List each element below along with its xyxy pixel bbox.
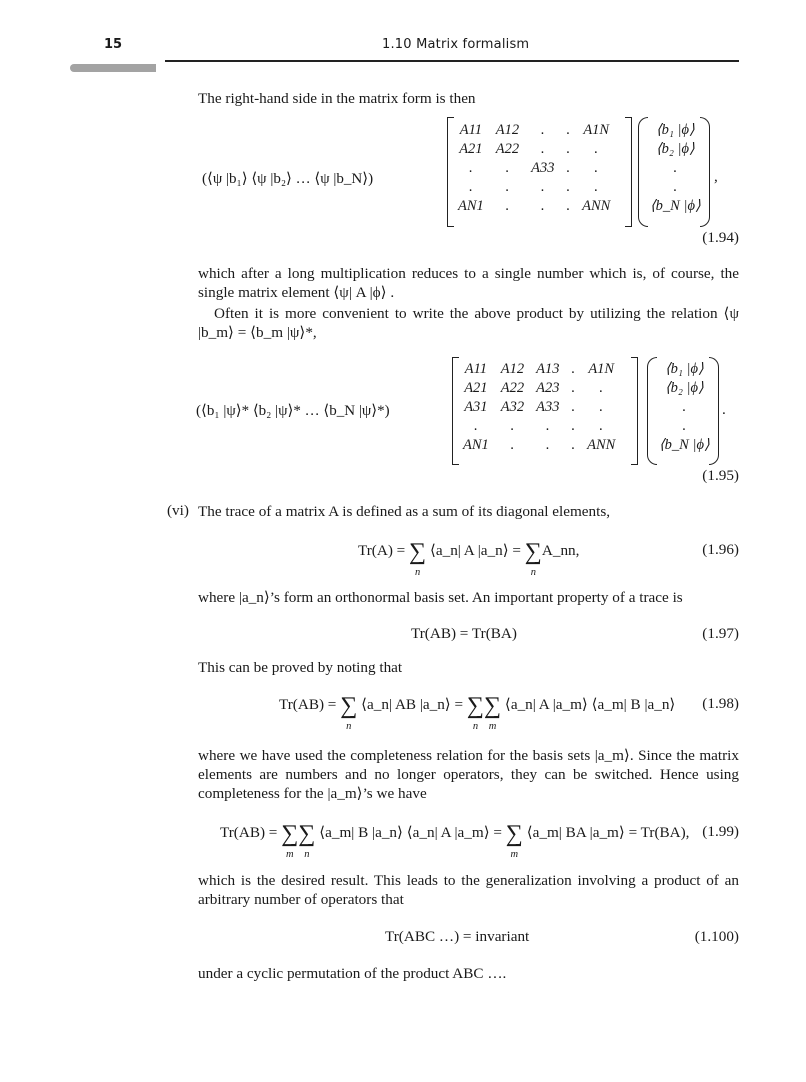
column-vector-entry: ⟨b₁ |ϕ⟩ <box>664 361 704 377</box>
eq197-number: (1.97) <box>702 625 739 642</box>
paragraph-7: which is the desired result. This leads to the generalization involving a product of an arbitrary number of operators that <box>198 872 739 908</box>
matrix-cell: . <box>571 399 576 415</box>
matrix-cell: . <box>505 198 510 214</box>
matrix-cell: . <box>599 399 604 415</box>
eq196-lhs: Tr(A) = <box>358 542 406 559</box>
eq194-row-vector: (⟨ψ |b₁⟩ ⟨ψ |b₂⟩ … ⟨ψ |b_N⟩) <box>202 171 374 187</box>
matrix-cell: . <box>599 418 604 434</box>
matrix-cell: ANN <box>587 437 616 453</box>
matrix-cell: AN1 <box>463 437 489 453</box>
matrix-cell: . <box>469 160 473 176</box>
matrix-cell: . <box>571 418 576 434</box>
item-vi-text: The trace of a matrix A is defined as a sum of its diagonal elements, <box>198 503 611 520</box>
eq199-rhs: ⟨a_m| BA |a_m⟩ = Tr(BA), <box>526 824 690 841</box>
column-vector-entry: . <box>673 160 678 176</box>
eq195-matrix <box>452 357 638 465</box>
matrix-cell: . <box>599 380 604 396</box>
eq199-number: (1.99) <box>702 823 739 840</box>
matrix-cell: . <box>474 418 478 434</box>
eq198 <box>279 693 676 732</box>
eq194-matrix <box>447 117 632 227</box>
matrix-cell: A33 <box>536 399 560 415</box>
eq196-mid: ⟨a_n| A |a_n⟩ = <box>429 542 521 559</box>
eq196-number: (1.96) <box>702 541 739 558</box>
matrix-cell: . <box>566 198 571 214</box>
matrix-cell: . <box>566 160 571 176</box>
running-header-title: 1.10 Matrix formalism <box>382 37 530 52</box>
eq199-lhs: Tr(AB) = <box>220 824 278 841</box>
eq197: Tr(AB) = Tr(BA) <box>411 625 517 642</box>
eq194-number: (1.94) <box>702 229 739 246</box>
paragraph-5: This can be proved by noting that <box>198 659 403 676</box>
eq195-row-vector: (⟨b₁ |ψ⟩* ⟨b₂ |ψ⟩* … ⟨b_N |ψ⟩*) <box>196 403 390 419</box>
matrix-cell: . <box>510 418 515 434</box>
paragraph-1: The right-hand side in the matrix form is then <box>198 90 476 107</box>
item-vi-label: (vi) <box>167 502 189 519</box>
eq195-column-vector <box>647 357 719 465</box>
matrix-cell: A21 <box>464 380 488 396</box>
matrix-cell: A13 <box>536 361 560 377</box>
matrix-cell: A11 <box>464 361 488 377</box>
column-vector-entry: ⟨b_N |ϕ⟩ <box>650 198 701 214</box>
matrix-cell: . <box>546 437 550 453</box>
header-rule <box>165 60 739 62</box>
page-number: 15 <box>104 37 123 52</box>
paragraph-8: under a cyclic permutation of the product ABC …. <box>198 965 507 982</box>
matrix-cell: . <box>571 380 576 396</box>
eq194-column-vector <box>638 117 710 227</box>
column-vector-entry: . <box>682 399 687 415</box>
matrix-cell: . <box>571 361 576 377</box>
header-tab-bar <box>70 64 156 72</box>
matrix-cell: A21 <box>459 141 483 157</box>
matrix-cell: A31 <box>464 399 488 415</box>
matrix-cell: . <box>469 179 473 195</box>
column-vector-entry: ⟨b₂ |ϕ⟩ <box>655 141 695 157</box>
eq198-lhs: Tr(AB) = <box>279 696 337 713</box>
matrix-cell: . <box>541 122 545 138</box>
eq198-rhs: ⟨a_n| A |a_m⟩ ⟨a_m| B |a_n⟩ <box>504 696 676 713</box>
column-vector-entry: ⟨b₁ |ϕ⟩ <box>655 122 695 138</box>
matrix-cell: . <box>541 198 545 214</box>
matrix-cell: A32 <box>500 399 525 415</box>
sum-symbol: ∑ n <box>340 693 358 732</box>
eq198-mid: ⟨a_n| AB |a_n⟩ = <box>361 696 464 713</box>
matrix-cell: ANN <box>582 198 611 214</box>
sum-symbol: ∑ m <box>484 693 502 732</box>
matrix-cell: A12 <box>500 361 525 377</box>
eq195-period: . <box>722 401 726 418</box>
matrix-cell: A22 <box>500 380 525 396</box>
sum-symbol: ∑ m <box>505 821 523 860</box>
matrix-cell: . <box>594 179 599 195</box>
matrix-cell: . <box>505 160 510 176</box>
matrix-cell: . <box>566 141 571 157</box>
matrix-cell: . <box>546 418 550 434</box>
matrix-cell: . <box>505 179 510 195</box>
eq196 <box>358 539 580 578</box>
eq199 <box>220 821 690 860</box>
column-vector-entry: ⟨b₂ |ϕ⟩ <box>664 380 704 396</box>
matrix-cell: A22 <box>495 141 520 157</box>
sum-symbol: ∑ n <box>524 539 542 578</box>
eq198-number: (1.98) <box>702 695 739 712</box>
matrix-cell: . <box>566 122 571 138</box>
eq1100-number: (1.100) <box>694 928 739 945</box>
eq194-comma: , <box>714 168 718 185</box>
matrix-cell: A11 <box>459 122 483 138</box>
matrix-cell: A1N <box>588 361 615 377</box>
matrix-cell: . <box>510 437 515 453</box>
matrix-cell: A1N <box>583 122 610 138</box>
eq195-number: (1.95) <box>702 467 739 484</box>
sum-symbol: ∑ n <box>298 821 316 860</box>
matrix-cell: A23 <box>536 380 560 396</box>
paragraph-3: Often it is more convenient to write the above product by utilizing the relation ⟨ψ |b_m⟩ = ⟨b_m |ψ⟩*, <box>198 305 739 341</box>
matrix-cell: . <box>566 179 571 195</box>
matrix-cell: . <box>594 160 599 176</box>
paragraph-2: which after a long multiplication reduces to a single number which is, of course, the single matrix element ⟨ψ| A |ϕ⟩ . <box>198 265 739 301</box>
matrix-cell: . <box>541 179 545 195</box>
sum-symbol: ∑ n <box>466 693 485 732</box>
column-vector-entry: . <box>682 418 687 434</box>
paragraph-6: where we have used the completeness relation for the basis sets |a_m⟩. Since the matrix elements are numbers and no longer operators, they can be switched. Hence using completeness for the |a_m⟩’s we have <box>198 747 739 802</box>
eq1100: Tr(ABC …) = invariant <box>385 928 530 945</box>
column-vector-entry: . <box>673 179 678 195</box>
matrix-cell: A12 <box>495 122 520 138</box>
eq196-rhs: A_nn, <box>541 542 580 559</box>
eq199-mid: ⟨a_m| B |a_n⟩ ⟨a_n| A |a_m⟩ = <box>319 824 502 841</box>
matrix-cell: . <box>541 141 545 157</box>
sum-symbol: ∑ m <box>281 821 299 860</box>
matrix-cell: A33 <box>531 160 555 176</box>
sum-symbol: ∑ n <box>409 539 427 578</box>
matrix-cell: . <box>594 141 599 157</box>
paragraph-4: where |a_n⟩’s form an orthonormal basis set. An important property of a trace is <box>198 589 683 606</box>
column-vector-entry: ⟨b_N |ϕ⟩ <box>659 437 710 453</box>
matrix-cell: AN1 <box>458 198 484 214</box>
matrix-cell: . <box>571 437 576 453</box>
